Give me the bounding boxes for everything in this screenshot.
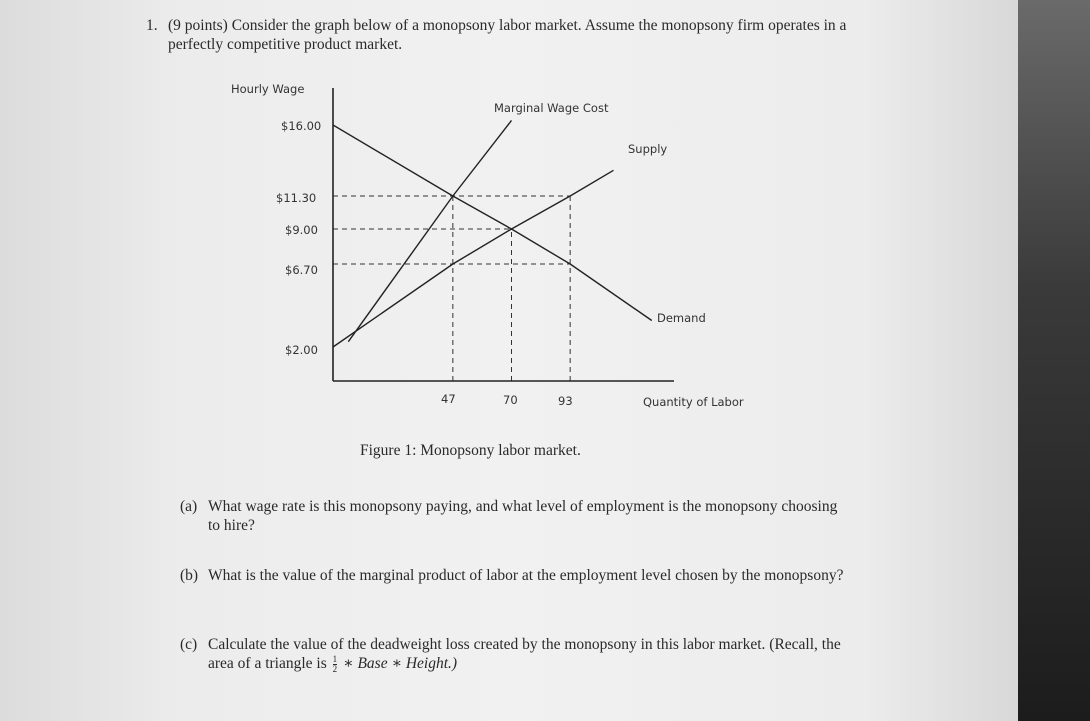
curves [333, 120, 652, 347]
part-b-label: (b) [180, 567, 199, 584]
part-a-text: What wage rate is this monopsony paying, and what level of employment is the monopsony choosing to hire? [208, 498, 838, 534]
demand-curve [333, 125, 652, 321]
y-tick-label: $11.30 [276, 191, 317, 205]
mwc-curve-label: Marginal Wage Cost [494, 101, 609, 115]
y-tick-label: $9.00 [285, 223, 318, 237]
part-b-text: What is the value of the marginal product of labor at the employment level chosen by the monopsony? [208, 567, 844, 584]
question-number: 1. [146, 17, 158, 34]
supply-curve [333, 170, 614, 347]
x-tick-label: 70 [503, 393, 518, 407]
dashed-guides [333, 196, 570, 381]
x-axis-label: Quantity of Labor [643, 395, 744, 409]
part-c-label: (c) [180, 636, 198, 653]
part-c-text [208, 635, 850, 674]
y-tick-label: $2.00 [285, 343, 318, 357]
triangle-area-formula: ∗ Base ∗ Height.) [343, 655, 458, 672]
part-a-label: (a) [180, 498, 198, 515]
y-tick-label: $16.00 [281, 119, 322, 133]
marginal-wage-cost-curve [348, 120, 511, 341]
y-axis-label: Hourly Wage [231, 82, 305, 96]
part-a [180, 497, 850, 535]
demand-curve-label: Demand [657, 311, 706, 325]
fraction-denominator: 2 [332, 663, 338, 674]
x-tick-label: 93 [558, 394, 573, 408]
supply-curve-label: Supply [628, 142, 668, 156]
one-half-fraction [333, 655, 338, 674]
part-c-text-before: Calculate the value of the deadweight loss created by the monopsony in this labor market. (Recall, the area of a triangle is [208, 636, 841, 672]
y-tick-label: $6.70 [285, 263, 318, 277]
figure-caption: Figure 1: Monopsony labor market. [360, 442, 581, 459]
question-text: (9 points) Consider the graph below of a monopsony labor market. Assume the monopsony firm operates in a perfectly competitive product market. [168, 17, 847, 53]
fraction-numerator: 1 [332, 653, 338, 664]
x-tick-label: 47 [441, 392, 456, 406]
part-c [180, 635, 850, 674]
part-b [180, 566, 850, 585]
